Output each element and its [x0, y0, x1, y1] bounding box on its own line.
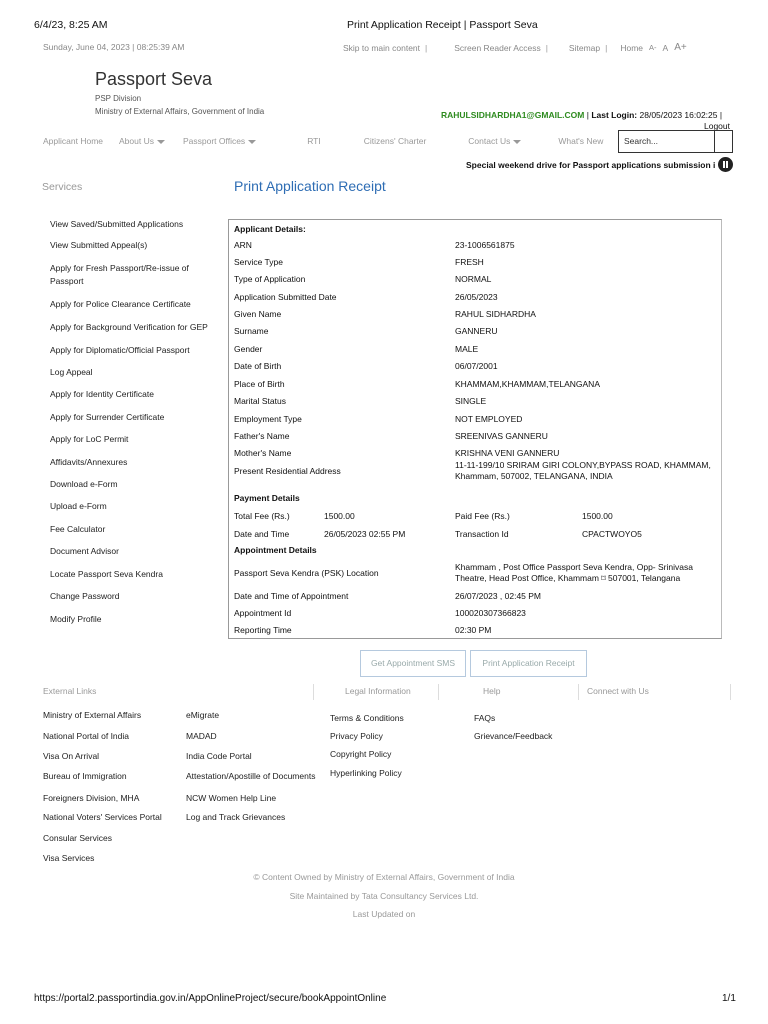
footer-divider	[578, 684, 579, 700]
print-page-number: 1/1	[722, 993, 736, 1004]
print-url: https://portal2.passportindia.gov.in/AppOnlineProject/secure/bookAppointOnline	[34, 993, 387, 1004]
transaction-id-label: Transaction Id	[455, 529, 509, 539]
nav-item-label: About Us	[119, 136, 154, 146]
footer-link[interactable]: FAQs	[474, 713, 496, 723]
footer-link[interactable]: Foreigners Division, MHA	[43, 793, 140, 803]
detail-label: Father's Name	[234, 431, 290, 441]
sidebar-item[interactable]: Apply for Diplomatic/Official Passport	[50, 345, 190, 355]
footer-link[interactable]: Ministry of External Affairs	[43, 710, 142, 720]
sidebar-item[interactable]: Apply for Police Clearance Certificate	[50, 299, 191, 309]
paid-fee-value: 1500.00	[582, 511, 613, 521]
detail-value: 11-11-199/10 SRIRAM GIRI COLONY,BYPASS ROAD, KHAMMAM, Khammam, 507002, TELANGANA, INDIA	[455, 460, 711, 481]
payment-datetime-label: Date and Time	[234, 529, 290, 539]
print-title: Print Application Receipt | Passport Seva	[347, 19, 538, 31]
sidebar-item[interactable]: Apply for Identity Certificate	[50, 389, 154, 399]
detail-label: Type of Application	[234, 274, 306, 284]
detail-label: Application Submitted Date	[234, 292, 337, 302]
services-heading: Services	[42, 181, 83, 193]
detail-value: FRESH	[455, 257, 484, 267]
footer-link[interactable]: NCW Women Help Line	[186, 793, 277, 803]
detail-label: Date of Birth	[234, 361, 282, 371]
footer-link[interactable]: National Portal of India	[43, 731, 129, 741]
nav-item-label: RTI	[307, 136, 321, 146]
nav-item[interactable]	[558, 136, 603, 146]
footer-link[interactable]: MADAD	[186, 731, 217, 741]
footer-divider	[313, 684, 314, 700]
separator: |	[545, 42, 548, 53]
font-increase-button[interactable]: A+	[674, 42, 687, 53]
paid-fee-label: Paid Fee (Rs.)	[455, 511, 510, 521]
separator: |	[605, 42, 608, 53]
external-links-heading: External Links	[43, 686, 97, 696]
detail-label: Surname	[234, 326, 269, 336]
nav-item[interactable]	[364, 136, 427, 146]
payment-details-heading: Payment Details	[234, 493, 300, 503]
sidebar-item[interactable]: Affidavits/Annexures	[50, 457, 128, 467]
sidebar-item[interactable]: Apply for Fresh Passport/Re-issue of Passport	[50, 263, 189, 286]
last-updated: Last Updated on	[352, 909, 416, 919]
footer-link[interactable]: Hyperlinking Policy	[330, 768, 402, 778]
detail-value: KRISHNA VENI GANNERU	[455, 448, 560, 458]
nav-item[interactable]	[468, 136, 521, 146]
sitemap-link[interactable]: Sitemap	[568, 42, 601, 53]
sidebar-item[interactable]: Change Password	[50, 591, 120, 601]
user-info	[441, 110, 722, 120]
site-ministry: Ministry of External Affairs, Government of India	[95, 107, 265, 116]
detail-label: Place of Birth	[234, 379, 285, 389]
last-login-value: 28/05/2023 16:02:25	[639, 110, 718, 120]
sidebar-item[interactable]: Modify Profile	[50, 614, 102, 624]
separator: |	[719, 110, 723, 120]
detail-label: ARN	[234, 240, 252, 250]
appointment-datetime-value: 26/07/2023 , 02:45 PM	[455, 591, 542, 601]
sidebar-item[interactable]: Upload e-Form	[50, 501, 107, 511]
legal-information-heading: Legal Information	[345, 686, 411, 696]
footer-link[interactable]: Bureau of Immigration	[43, 771, 127, 781]
connect-heading: Connect with Us	[587, 686, 649, 696]
current-datetime: Sunday, June 04, 2023 | 08:25:39 AM	[43, 42, 185, 52]
site-maintainer: Site Maintained by Tata Consultancy Services Ltd.	[289, 891, 479, 901]
sidebar-item[interactable]: Locate Passport Seva Kendra	[50, 569, 163, 579]
reporting-time-value: 02:30 PM	[455, 625, 492, 635]
nav-item-label: Citizens' Charter	[363, 136, 427, 146]
site-division: PSP Division	[95, 94, 142, 103]
detail-value: SINGLE	[455, 396, 487, 406]
sidebar-item[interactable]: Log Appeal	[50, 367, 93, 377]
footer-divider	[438, 684, 439, 700]
footer-link[interactable]: Grievance/Feedback	[474, 731, 553, 741]
nav-item-label: Contact Us	[468, 136, 511, 146]
nav-item[interactable]	[183, 136, 256, 146]
detail-value: 26/05/2023	[455, 292, 498, 302]
logout-link[interactable]: Logout	[704, 121, 730, 131]
chevron-down-icon	[513, 140, 521, 144]
detail-value: NOT EMPLOYED	[455, 414, 523, 424]
nav-item-label: Applicant Home	[43, 136, 104, 146]
total-fee-value: 1500.00	[324, 511, 355, 521]
detail-label: Present Residential Address	[234, 466, 341, 476]
detail-label: Gender	[234, 344, 263, 354]
chevron-down-icon	[248, 140, 256, 144]
psk-location-value: Khammam , Post Office Passport Seva Kendra, Opp- Srinivasa Theatre, Head Post Office, Khammam ⌑ 507001, Telangana	[455, 562, 693, 583]
footer-link[interactable]: Copyright Policy	[330, 749, 392, 759]
applicant-details-heading: Applicant Details:	[234, 224, 306, 234]
receipt-details	[228, 219, 722, 639]
get-appointment-sms-button[interactable]: Get Appointment SMS	[360, 650, 466, 677]
sidebar-item[interactable]: Document Advisor	[50, 546, 119, 556]
last-login-label: Last Login:	[591, 110, 638, 120]
transaction-id-value: CPACTWOYO5	[582, 529, 642, 539]
psk-location-label: Passport Seva Kendra (PSK) Location	[234, 568, 379, 578]
total-fee-label: Total Fee (Rs.)	[234, 511, 290, 521]
detail-value: 06/07/2001	[455, 361, 498, 371]
site-title[interactable]: Passport Seva	[95, 69, 213, 89]
search-input[interactable]: Search...	[618, 130, 715, 153]
detail-label: Marital Status	[234, 396, 286, 406]
nav-item[interactable]	[43, 136, 103, 146]
detail-value: RAHUL SIDHARDHA	[455, 309, 536, 319]
user-email: RAHULSIDHARDHA1@GMAIL.COM	[441, 110, 585, 120]
screen-reader-link[interactable]: Screen Reader Access	[454, 42, 541, 53]
print-date: 6/4/23, 8:25 AM	[34, 19, 108, 31]
footer-link[interactable]: Log and Track Grievances	[186, 812, 286, 822]
nav-item[interactable]	[307, 136, 321, 146]
appointment-id-value: 100020307366823	[455, 608, 526, 618]
sidebar-item[interactable]: View Saved/Submitted Applications	[50, 219, 184, 229]
footer-link[interactable]: Attestation/Apostille of Documents	[186, 771, 316, 781]
detail-value: 23-1006561875	[455, 240, 515, 250]
detail-label: Employment Type	[234, 414, 302, 424]
home-link[interactable]: Home	[620, 42, 644, 53]
sidebar-item[interactable]: Fee Calculator	[50, 524, 106, 534]
nav-item-label: What's New	[558, 136, 604, 146]
appointment-details-heading: Appointment Details	[234, 545, 317, 555]
pause-icon[interactable]	[718, 157, 733, 172]
detail-value: NORMAL	[455, 274, 492, 284]
appointment-id-label: Appointment Id	[234, 608, 292, 618]
appointment-datetime-label: Date and Time of Appointment	[234, 591, 349, 601]
font-normal-button[interactable]: A	[662, 42, 669, 53]
sidebar-item[interactable]: Apply for Background Verification for GEP	[50, 322, 208, 332]
detail-value: SREENIVAS GANNERU	[455, 431, 548, 441]
separator: |	[586, 110, 589, 120]
footer-link[interactable]: Privacy Policy	[330, 731, 383, 741]
sidebar-item[interactable]: View Submitted Appeal(s)	[50, 240, 148, 250]
chevron-down-icon	[157, 140, 165, 144]
search-button[interactable]	[715, 130, 733, 153]
footer-link[interactable]: Visa On Arrival	[43, 751, 100, 761]
detail-value: GANNERU	[455, 326, 498, 336]
sidebar-item[interactable]: Download e-Form	[50, 479, 118, 489]
nav-item[interactable]	[119, 136, 165, 146]
main-nav	[43, 136, 603, 146]
font-decrease-button[interactable]: A-	[649, 43, 657, 52]
payment-datetime-value: 26/05/2023 02:55 PM	[324, 529, 406, 539]
detail-value: KHAMMAM,KHAMMAM,TELANGANA	[455, 379, 600, 389]
nav-item-label: Passport Offices	[182, 136, 246, 146]
footer-link[interactable]: Consular Services	[43, 833, 112, 843]
footer-link[interactable]: Terms & Conditions	[330, 713, 404, 723]
footer-link[interactable]: India Code Portal	[186, 751, 252, 761]
footer-link[interactable]: National Voters' Services Portal	[43, 812, 162, 822]
footer-divider	[730, 684, 731, 700]
footer-link[interactable]: Visa Services	[43, 853, 95, 863]
sidebar-item[interactable]: Apply for LoC Permit	[50, 434, 129, 444]
page-title: Print Application Receipt	[234, 178, 386, 194]
content-owner: © Content Owned by Ministry of External Affairs, Government of India	[253, 872, 515, 882]
news-ticker[interactable]: Special weekend drive for Passport applications submission i	[466, 160, 716, 170]
detail-label: Given Name	[234, 309, 282, 319]
footer-link[interactable]: eMigrate	[186, 710, 220, 720]
reporting-time-label: Reporting Time	[234, 625, 292, 635]
print-receipt-button[interactable]: Print Application Receipt	[470, 650, 587, 677]
detail-label: Mother's Name	[234, 448, 292, 458]
sidebar-item[interactable]: Apply for Surrender Certificate	[50, 412, 165, 422]
detail-label: Service Type	[234, 257, 283, 267]
top-links	[343, 42, 687, 53]
detail-value: MALE	[455, 344, 479, 354]
help-heading: Help	[483, 686, 501, 696]
separator: |	[425, 42, 428, 53]
skip-to-content-link[interactable]: Skip to main content	[343, 42, 421, 53]
